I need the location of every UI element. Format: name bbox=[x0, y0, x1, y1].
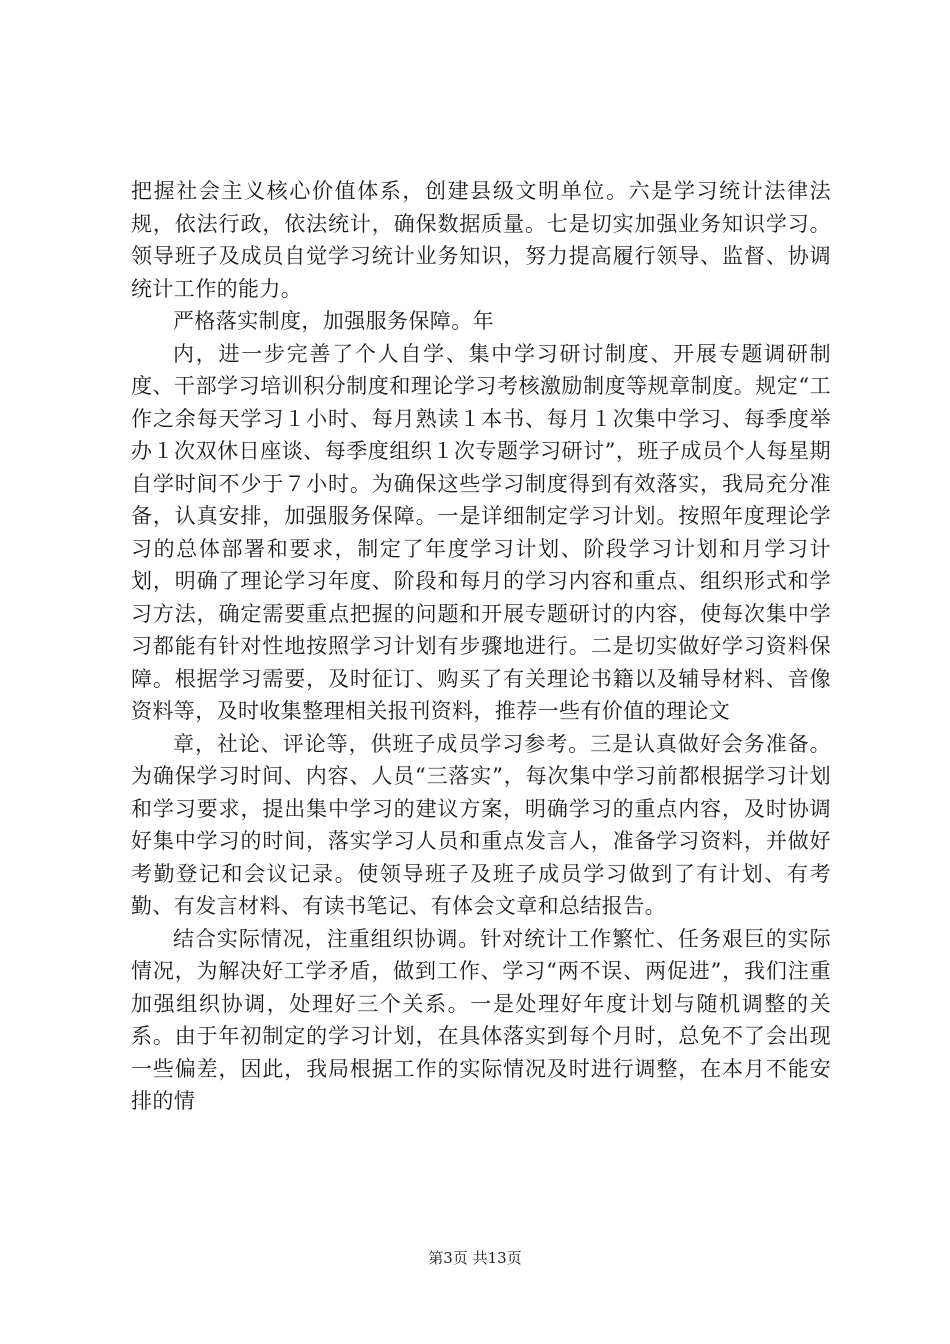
body-text bbox=[131, 175, 831, 1118]
paragraph-4: 章，社论、评论等，供班子成员学习参考。三是认真做好会务准备。为确保学习时间、内容、人员“三落实”，每次集中学习前都根据学习计划和学习要求，提出集中学习的建议方案，明确学习的重点内容，及时协调好集中学习的时间，落实学习人员和重点发言人，准备学习资料，并做好考勤登记和会议记录。使领导班子及班子成员学习做到了有计划、有考勤、有发言材料、有读书笔记、有体会文章和总结报告。 bbox=[131, 731, 831, 918]
paragraph-1: 把握社会主义核心价值体系，创建县级文明单位。六是学习统计法律法规，依法行政，依法统计，确保数据质量。七是切实加强业务知识学习。领导班子及成员自觉学习统计业务知识，努力提高履行领导、监督、协调统计工作的能力。 bbox=[131, 179, 831, 301]
paragraph-3: 内，进一步完善了个人自学、集中学习研讨制度、开展专题调研制度、干部学习培训积分制度和理论学习考核激励制度等规章制度。规定“工作之余每天学习１小时、每月熟读１本书、每月１次集中学习、每季度举办１次双休日座谈、每季度组织１次专题学习研讨”，班子成员个人每星期自学时间不少于７小时。为确保这些学习制度得到有效落实，我局充分准备，认真安排，加强服务保障。一是详细制定学习计划。按照年度理论学习的总体部署和要求，制定了年度学习计划、阶段学习计划和月学习计划，明确了理论学习年度、阶段和每月的学习内容和重点、组织形式和学习方法，确定需要重点把握的问题和开展专题研讨的内容，使每次集中学习都能有针对性地按照学习计划有步骤地进行。二是切实做好学习资料保障。根据学习需要，及时征订、购买了有关理论书籍以及辅导材料、音像资料等，及时收集整理相关报刊资料，推荐一些有价值的理论文 bbox=[131, 341, 831, 723]
paragraph-2: 严格落实制度，加强服务保障。年 bbox=[173, 309, 494, 333]
page-footer: 第3页 共13页 bbox=[428, 1249, 522, 1267]
paragraph-5: 结合实际情况，注重组织协调。针对统计工作繁忙、任务艰巨的实际情况，为解决好工学矛盾，做到工作、学习“两不误、两促进”，我们注重加强组织协调，处理好三个关系。一是处理好年度计划与随机调整的关系。由于年初制定的学习计划，在具体落实到每个月时，总免不了会出现一些偏差，因此，我局根据工作的实际情况及时进行调整，在本月不能安排的情 bbox=[131, 926, 831, 1113]
